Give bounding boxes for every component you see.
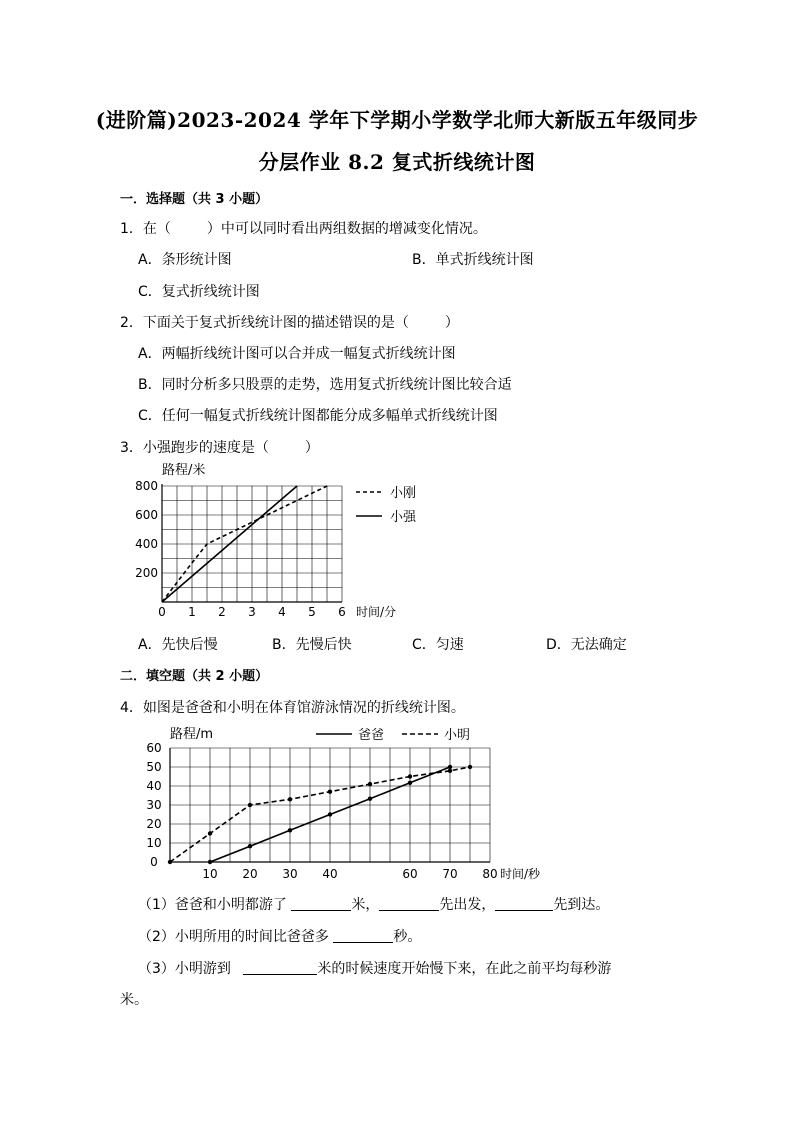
y-tick-label: 50: [146, 760, 162, 774]
q4-s1-text-b: 米，: [351, 897, 380, 913]
q3-text-post: ）: [304, 440, 319, 456]
paper-title-line1: (进阶篇)2023-2024 学年下学期小学数学北师大新版五年级同步: [95, 108, 699, 132]
x-tick-label: 2: [218, 605, 226, 619]
data-point-xiaoming: [408, 774, 412, 778]
x-tick-label: 70: [442, 867, 458, 881]
question-2: [120, 312, 459, 332]
data-point-baba: [448, 765, 452, 769]
q2-text-post: ）: [444, 315, 459, 331]
y-tick-label: 40: [146, 779, 162, 793]
y-tick-label: 600: [135, 508, 158, 522]
q4-s1-blank-first-start[interactable]: [379, 896, 439, 911]
q4-line-chart: [140, 722, 540, 887]
y-tick-label: 30: [146, 798, 162, 812]
section-fill-heading: 二．填空题（共 2 小题）: [120, 669, 269, 684]
q3-option-b[interactable]: B．先慢后快: [272, 637, 352, 653]
series-line-xiaoming: [170, 767, 470, 862]
y-tick-label: 200: [135, 566, 158, 580]
q3-line-chart: [130, 458, 430, 624]
x-tick-label: 10: [202, 867, 218, 881]
data-point-baba: [408, 781, 412, 785]
question-4: 4．如图是爸爸和小明在体育馆游泳情况的折线统计图。: [120, 700, 465, 716]
data-point-xiaoming: [468, 765, 472, 769]
x-tick-label: 6: [338, 605, 346, 619]
x-axis-label: 时间/分: [356, 605, 397, 619]
legend-label: 小强: [390, 510, 417, 525]
data-point-baba: [368, 797, 372, 801]
data-point-xiaoming: [328, 790, 332, 794]
q3-option-d[interactable]: D．无法确定: [546, 637, 627, 653]
q2-text-pre: 2．下面关于复式折线统计图的描述错误的是（: [120, 315, 409, 331]
q4-s1-blank-distance[interactable]: [291, 896, 351, 911]
q2-option-a[interactable]: A．两幅折线统计图可以合并成一幅复式折线统计图: [138, 346, 456, 362]
x-tick-label: 5: [308, 605, 316, 619]
data-point-xiaoming: [448, 769, 452, 773]
legend-label: 爸爸: [358, 728, 385, 743]
q3-option-c[interactable]: C．匀速: [412, 637, 464, 653]
legend-label: 小明: [444, 728, 471, 743]
x-tick-label: 60: [402, 867, 418, 881]
data-point-baba: [328, 812, 332, 816]
q1-text-pre: 1．在（: [120, 221, 171, 237]
x-tick-label: 0: [158, 605, 166, 619]
x-tick-label: 3: [248, 605, 256, 619]
q4-s1-text-c: 先出发，: [439, 897, 496, 913]
x-tick-label: 20: [242, 867, 258, 881]
x-tick-label: 4: [278, 605, 286, 619]
data-point-xiaoming: [288, 797, 292, 801]
y-axis-label: 路程/m: [170, 727, 214, 742]
y-axis-label: 路程/米: [162, 463, 206, 478]
y-tick-label: 60: [146, 741, 162, 755]
data-point-xiaoming: [248, 803, 252, 807]
q3-text-pre: 3．小强跑步的速度是（: [120, 440, 269, 456]
x-tick-label: 1: [188, 605, 196, 619]
y-tick-label: 20: [146, 817, 162, 831]
q1-option-c[interactable]: C．复式折线统计图: [138, 284, 260, 300]
q1-option-b[interactable]: B．单式折线统计图: [412, 252, 534, 268]
section-choice-heading: 一．选择题（共 3 小题）: [120, 192, 269, 207]
data-point-xiaoming: [368, 782, 372, 786]
q4-s2-text-b: 秒。: [393, 929, 422, 945]
q4-sub2: [138, 926, 421, 946]
q2-option-c[interactable]: C．任何一幅复式折线统计图都能分成多幅单式折线统计图: [138, 408, 498, 424]
data-point-baba: [248, 844, 252, 848]
q4-sub3: [138, 958, 611, 978]
y-tick-label: 400: [135, 537, 158, 551]
q4-sub1: [138, 894, 609, 914]
q4-s3-text-c: 米。: [120, 992, 148, 1008]
data-point-baba: [288, 828, 292, 832]
q1-text-post: ）中可以同时看出两组数据的增减变化情况。: [206, 221, 487, 237]
q1-option-a[interactable]: A．条形统计图: [138, 252, 232, 268]
q4-s1-blank-first-arrive[interactable]: [495, 896, 553, 911]
paper-title-line2: 分层作业 8.2 复式折线统计图: [258, 150, 536, 174]
q4-s3-text-b: 米的时候速度开始慢下来，在此之前平均每秒游: [317, 961, 612, 977]
q4-s2-blank-time-diff[interactable]: [333, 928, 393, 943]
y-tick-label: 0: [150, 855, 158, 869]
q2-option-b[interactable]: B．同时分析多只股票的走势，选用复式折线统计图比较合适: [138, 377, 512, 393]
q4-s3-blank-distance[interactable]: [243, 960, 317, 975]
q4-s2-text-a: （2）小明所用的时间比爸爸多: [138, 929, 329, 945]
data-point-baba: [208, 860, 212, 864]
y-tick-label: 10: [146, 836, 162, 850]
q4-s1-text-d: 先到达。: [553, 897, 610, 913]
x-tick-label: 30: [282, 867, 298, 881]
question-3: [120, 437, 319, 457]
x-tick-label: 40: [322, 867, 338, 881]
legend-label: 小刚: [390, 486, 417, 501]
data-point-xiaoming: [168, 860, 172, 864]
x-tick-label: 80: [482, 867, 498, 881]
data-point-xiaoming: [208, 831, 212, 835]
x-axis-label: 时间/秒: [500, 867, 540, 881]
y-tick-label: 800: [135, 479, 158, 493]
q4-s3-text-a: （3）小明游到: [138, 961, 231, 977]
q3-option-a[interactable]: A．先快后慢: [138, 637, 218, 653]
question-1: [120, 218, 487, 238]
q4-s1-text-a: （1）爸爸和小明都游了: [138, 897, 287, 913]
